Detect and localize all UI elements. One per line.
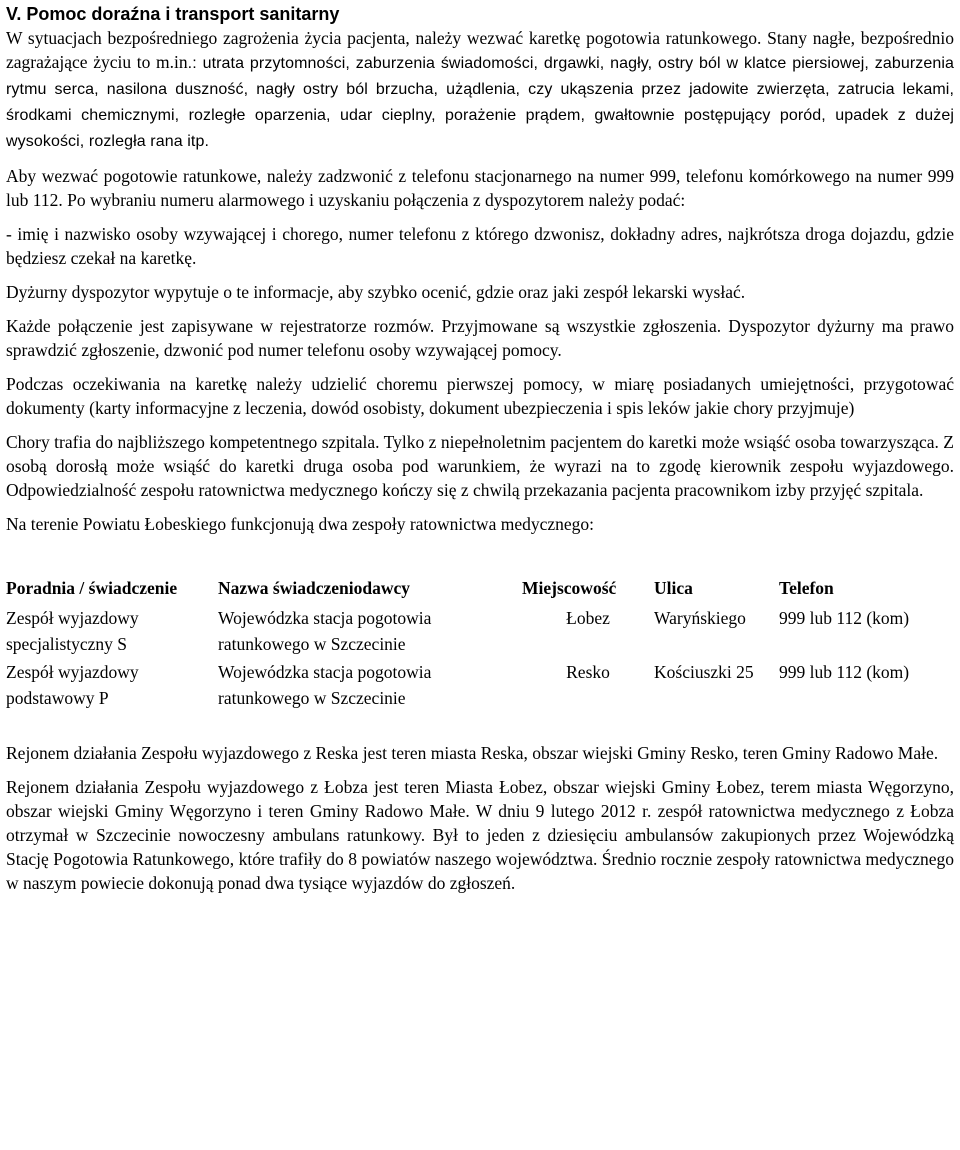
cell-service: Zespół wyjazdowy podstawowy P: [6, 662, 139, 708]
emergency-conditions: .: utrata przytomności, zaburzenia świadomości, drgawki, nagły, ostry ból w klatce piersiowej, zaburzenia rytmu serca, nasilona duszność, nagły ostry ból brzucha, użądlenia, czy ukąszenia przez jadowite zwierzęta, zatrucia lekami, środkami chemicznymi, rozległe oparzenia, udar cieplny, porażenie prądem, gwałtownie postępujący poród, upadek z dużej wysokości, rozległa rana itp.: [6, 55, 954, 150]
paragraph-resko-area: Rejonem działania Zespołu wyjazdowego z Reska jest teren miasta Reska, obszar wiejski Gminy Resko, teren Gminy Radowo Małe.: [6, 743, 939, 763]
cell-provider: Wojewódzka stacja pogotowia ratunkowego w Szczecinie: [218, 662, 432, 708]
paragraph-intro: [6, 26, 954, 154]
header-phone: Telefon: [779, 578, 834, 598]
header-street: Ulica: [654, 578, 693, 598]
cell-phone: 999 lub 112 (kom): [779, 608, 910, 628]
cell-phone: 999 lub 112 (kom): [779, 662, 910, 682]
paragraph-teams-intro: Na terenie Powiatu Łobeskiego funkcjonują dwa zespoły ratownictwa medycznego:: [6, 514, 595, 534]
table-row: [6, 657, 954, 711]
cell-street: Kościuszki 25: [654, 662, 754, 682]
paragraph-waiting: Podczas oczekiwania na karetkę należy udzielić choremu pierwszej pomocy, w miarę posiadanych umiejętności, przygotować dokumenty (karty informacyjne z leczenia, dowód osobisty, dokument ubezpieczenia i spis leków jakie chory przyjmuje): [6, 374, 954, 418]
paragraph-recording: Każde połączenie jest zapisywane w rejestratorze rozmów. Przyjmowane są wszystkie zgłoszenia. Dyspozytor dyżurny ma prawo sprawdzić zgłoszenie, dzwonić pod numer telefonu osoby wzywającej pomocy.: [6, 316, 954, 360]
header-service: Poradnia / świadczenie: [6, 578, 178, 598]
emergency-lead: Stany nagłe, bezpośrednio zagrażające życiu to m.in: [6, 28, 955, 72]
cell-service: Zespół wyjazdowy specjalistyczny S: [6, 608, 139, 654]
paragraph-hospital: Chory trafia do najbliższego kompetentnego szpitala. Tylko z niepełnoletnim pacjentem do karetki może wsiąść osoba towarzysząca. Z osobą dorosłą może wsiąść do karetki druga osoba pod warunkiem, że wyrazi na to zgodę kierownik zespołu wyjazdowego. Odpowiedzialność zespołu ratownictwa medycznego kończy się z chwilą przekazania pacjenta pracownikom izby przyjęć szpitala.: [6, 432, 954, 500]
call-numbers: Aby wezwać pogotowie ratunkowe, należy zadzwonić z telefonu stacjonarnego na numer 999, telefonu komórkowego na numer 999 lub 112.: [6, 166, 954, 210]
paragraph-caller-details: - imię i nazwisko osoby wzywającej i chorego, numer telefonu z którego dzwonisz, dokładny adres, najkrótsza droga dojazdu, gdzie będziesz czekał na karetkę.: [6, 224, 954, 268]
paragraph-how-to-call: [6, 164, 954, 212]
cell-provider: Wojewódzka stacja pogotowia ratunkowego w Szczecinie: [218, 608, 432, 654]
paragraph-lobez-area: Rejonem działania Zespołu wyjazdowego z Łobza jest teren Miasta Łobez, obszar wiejski Gminy Łobez, terem miasta Węgorzyno, obszar wiejski Gminy Węgorzyno i teren Gminy Radowo Małe. W dniu 9 lutego 2012 r. zespół ratownictwa medycznego z Łobza otrzymał w Szczecinie nowoczesny ambulans ratunkowy. Był to jeden z dziesięciu ambulansów zakupionych przez Wojewódzką Stację Pogotowia Ratunkowego, które trafiły do 8 powiatów naszego województwa. Średnio rocznie zespoły ratownictwa medycznego w naszym powiecie dokonują ponad dwa tysiące wyjazdów do zgłoszeń.: [6, 777, 954, 893]
table-row: [6, 601, 954, 657]
cell-city: Resko: [566, 662, 610, 682]
section-title: V. Pomoc doraźna i transport sanitarny: [6, 4, 340, 24]
paragraph-dispatcher: Dyżurny dyspozytor wypytuje o te informacje, aby szybko ocenić, gdzie oraz jaki zespół lekarski wysłać.: [6, 282, 746, 302]
cell-city: Łobez: [566, 608, 610, 628]
header-provider: Nazwa świadczeniodawcy: [218, 578, 410, 598]
cell-street: Waryńskiego: [654, 608, 746, 628]
dispatcher-info-lead: Po wybraniu numeru alarmowego i uzyskaniu połączenia z dyspozytorem należy podać:: [62, 190, 686, 210]
table-header-row: [6, 565, 954, 601]
header-city: Miejscowość: [522, 578, 617, 598]
rescue-teams-table: [6, 565, 954, 711]
intro-sentence: W sytuacjach bezpośredniego zagrożenia życia pacjenta, należy wezwać karetkę pogotowia ratunkowego.: [6, 28, 762, 48]
